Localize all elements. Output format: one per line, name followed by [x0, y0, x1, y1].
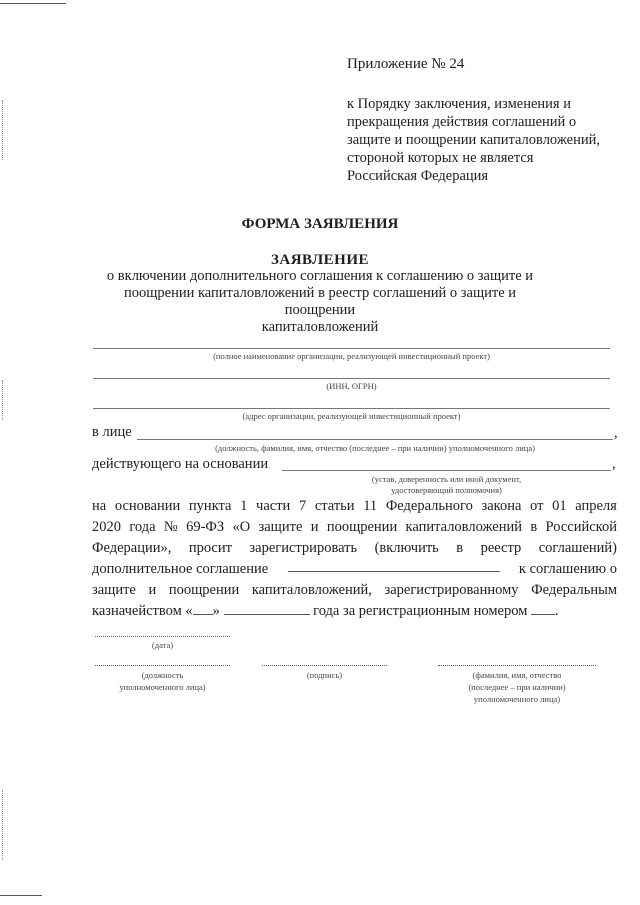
application-title: ЗАЯВЛЕНИЕ: [270, 252, 370, 268]
signature-field[interactable]: [262, 665, 387, 666]
body-word: Федеральным: [531, 582, 617, 598]
body-word: и: [148, 582, 157, 598]
address-caption: (адрес организации, реализующей инвестиционный проект): [242, 411, 461, 421]
body-line-3: [92, 538, 617, 559]
acting-basis-caption: (устав, доверенность или иной документ,: [371, 474, 522, 484]
scan-edge-bottom: [0, 895, 42, 896]
body-word: «О: [232, 519, 251, 535]
body-word: защите: [258, 519, 303, 535]
full-name-field[interactable]: [438, 665, 596, 666]
body-word: (включить: [374, 540, 439, 556]
acting-basis-caption: удостоверяющий полномочия): [391, 485, 502, 495]
form-title: ФОРМА ЗАЯВЛЕНИЯ: [241, 216, 399, 232]
procedure-line: Российская Федерация: [347, 168, 489, 184]
body-word: пункта: [188, 498, 232, 514]
body-line-4: [92, 559, 617, 580]
appendix-label: Приложение № 24: [347, 56, 465, 72]
body-word: основании: [114, 498, 181, 514]
scan-edge-dots: [2, 380, 3, 420]
registration-number-field[interactable]: [531, 602, 555, 615]
comma: ,: [612, 456, 616, 472]
registration-month-year-field[interactable]: [224, 602, 310, 615]
procedure-reference: [347, 95, 637, 185]
subtitle-line: капиталовложений: [261, 319, 379, 335]
procedure-line: к Порядку заключения, изменения и: [347, 96, 571, 112]
body-line-1: [92, 496, 617, 517]
position-caption: (должность уполномоченного лица): [119, 670, 206, 692]
body-line-5: [92, 580, 617, 601]
body-word: №: [163, 519, 178, 535]
subtitle-line: поощрении капиталовложений в реестр соглашений о защите и поощрении: [123, 285, 517, 318]
body-word: 2020: [92, 519, 121, 535]
body-word: просит: [188, 540, 232, 556]
body-word: 1: [240, 498, 248, 514]
body-word: статьи: [314, 498, 355, 514]
body-word: года: [129, 519, 156, 535]
body-word: от: [530, 498, 544, 514]
supplementary-agreement-field[interactable]: [288, 559, 500, 572]
body-word: Федерации»,: [92, 540, 172, 556]
body-word: 69-ФЗ: [186, 519, 225, 535]
org-name-caption: (полное наименование организации, реализующей инвестиционный проект): [213, 351, 490, 361]
in-person-field[interactable]: [137, 439, 613, 440]
acting-basis-field[interactable]: [282, 470, 611, 471]
body-word: капиталовложений,: [251, 582, 372, 598]
body-word: Российской: [545, 519, 617, 535]
application-body: [92, 496, 617, 622]
comma: ,: [614, 425, 618, 441]
body-word: 01: [552, 498, 567, 514]
body-line-6: казначейством « » года за регистрационным номером .: [92, 603, 559, 619]
body-word: в: [530, 519, 538, 535]
body-word: капиталовложений: [405, 519, 523, 535]
body-word: реестр: [480, 540, 522, 556]
registration-day-field[interactable]: [193, 602, 213, 615]
body-word: апреля: [575, 498, 617, 514]
in-person-caption: (должность, фамилия, имя, отчество (последнее – при наличии) уполномоченного лица): [215, 443, 535, 453]
position-field[interactable]: [95, 665, 230, 666]
body-word: в: [456, 540, 464, 556]
body-word: 7: [298, 498, 307, 514]
date-caption: (дата): [151, 640, 174, 650]
application-subtitle: [100, 268, 540, 336]
body-word: и: [310, 519, 319, 535]
body-word: поощрении: [326, 519, 398, 535]
acting-basis-label: действующего на основании: [92, 456, 269, 472]
inn-ogrn-caption: (ИНН, ОГРН): [326, 381, 377, 391]
procedure-line: прекращения действия соглашений о: [347, 114, 577, 130]
scan-edge-dots: [2, 790, 3, 860]
inn-ogrn-field[interactable]: [93, 378, 610, 379]
full-name-caption: (фамилия, имя, отчество (последнее – при наличии) уполномоченного лица): [468, 670, 566, 704]
scan-edge-dots: [2, 100, 3, 160]
body-word: к соглашению о: [518, 561, 617, 577]
body-word: дополнительное соглашение: [92, 561, 269, 577]
body-line-2: [92, 517, 617, 538]
address-field[interactable]: [93, 408, 610, 409]
in-person-label: в лице: [92, 424, 132, 440]
signature-caption: (подпись): [306, 670, 343, 680]
body-word: 11: [363, 498, 378, 514]
scan-edge-top: [0, 3, 66, 4]
body-word: закона: [481, 498, 522, 514]
org-name-field[interactable]: [93, 348, 610, 349]
body-word: Федерального: [385, 498, 473, 514]
body-word: соглашений): [538, 540, 617, 556]
subtitle-line: о включении дополнительного соглашения к соглашению о защите и: [106, 268, 534, 284]
procedure-line: стороной которых не является: [347, 150, 534, 166]
body-word: на: [92, 498, 107, 514]
date-field[interactable]: [95, 636, 230, 637]
body-word: зарегистрировать: [249, 540, 358, 556]
body-word: защите: [92, 582, 136, 598]
body-word: зарегистрированному: [384, 582, 519, 598]
body-word: поощрении: [168, 582, 240, 598]
body-word: части: [256, 498, 291, 514]
procedure-line: защите и поощрении капиталовложений,: [347, 132, 600, 148]
